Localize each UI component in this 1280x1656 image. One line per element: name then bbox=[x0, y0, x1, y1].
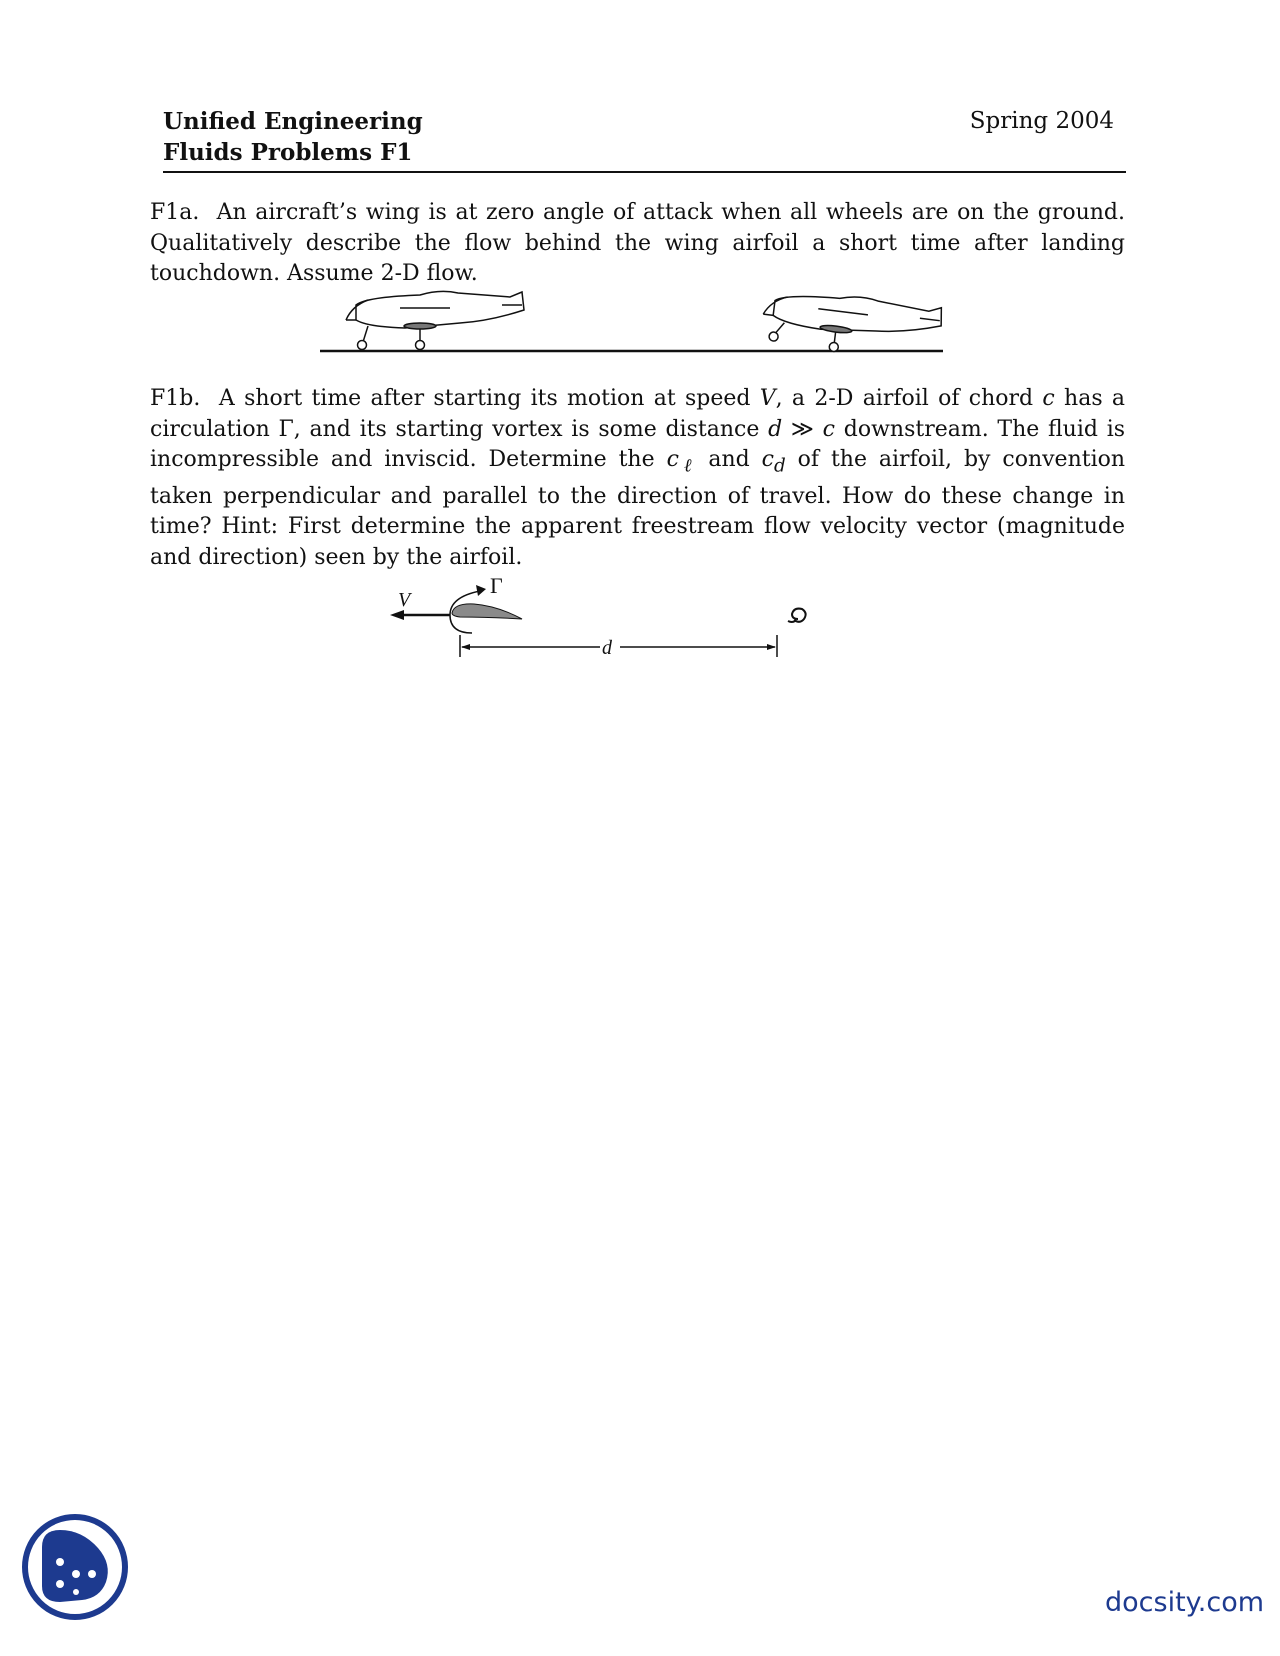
f1b-text-2: , a 2-D airfoil of chord bbox=[775, 386, 1034, 411]
f1b-text-4: downstream. The fluid is incompressible and inviscid. Determine the bbox=[150, 416, 1126, 472]
airfoil-shape bbox=[452, 604, 522, 619]
docsity-brand[interactable]: docsity.com bbox=[1105, 1587, 1265, 1618]
figure-aircraft-landing bbox=[310, 280, 950, 360]
symbol-c-2: c bbox=[822, 416, 835, 442]
f1b-text-1: A short time after starting its motion at speed bbox=[218, 386, 751, 411]
problem-set-title: Fluids Problems F1 bbox=[163, 139, 413, 166]
symbol-v: V bbox=[759, 386, 776, 411]
symbol-much-greater: ≫ bbox=[790, 416, 814, 442]
f1b-text-6: of the airfoil, by convention taken perpendicular and parallel to the direction of travel. How do these change in time? Hint: First determine the apparent freestream flow velocity vector (magnitude and direction) seen by the airfoil. bbox=[150, 447, 1126, 570]
velocity-label: V bbox=[398, 589, 411, 611]
problem-f1b bbox=[150, 384, 1125, 573]
f1b-text-5: and bbox=[708, 447, 750, 472]
starting-vortex-icon bbox=[792, 609, 806, 622]
problem-f1b-id: F1b. bbox=[150, 386, 201, 411]
docsity-logo-icon bbox=[20, 1512, 130, 1622]
subscript-d: d bbox=[773, 455, 786, 477]
course-title: Unified Engineering bbox=[163, 108, 423, 135]
symbol-cl: c bbox=[666, 447, 679, 472]
figure-airfoil-vortex bbox=[390, 575, 840, 675]
problem-f1a bbox=[150, 198, 1125, 290]
symbol-cd: c bbox=[761, 447, 774, 472]
distance-label: d bbox=[602, 637, 612, 659]
symbol-c: c bbox=[1042, 386, 1055, 411]
symbol-d: d bbox=[768, 416, 783, 442]
circulation-label: Γ bbox=[490, 575, 503, 598]
subscript-l: ℓ bbox=[678, 455, 697, 477]
velocity-arrowhead bbox=[390, 610, 404, 620]
circulation-arrowhead bbox=[476, 585, 486, 596]
problem-f1a-id: F1a. bbox=[150, 200, 200, 225]
aircraft-on-ground bbox=[346, 291, 524, 349]
f1b-text-3: has a circulation Γ, and its starting vortex is some distance bbox=[150, 386, 1126, 442]
aircraft-touchdown bbox=[760, 286, 944, 360]
page-header bbox=[163, 106, 1126, 173]
semester-label: Spring 2004 bbox=[969, 108, 1114, 134]
problem-f1a-text: An aircraft’s wing is at zero angle of attack when all wheels are on the ground. Qualitatively describe the flow behind the wing airfoil a short time after landing touchdown. Assume 2-D flow. bbox=[150, 200, 1125, 286]
